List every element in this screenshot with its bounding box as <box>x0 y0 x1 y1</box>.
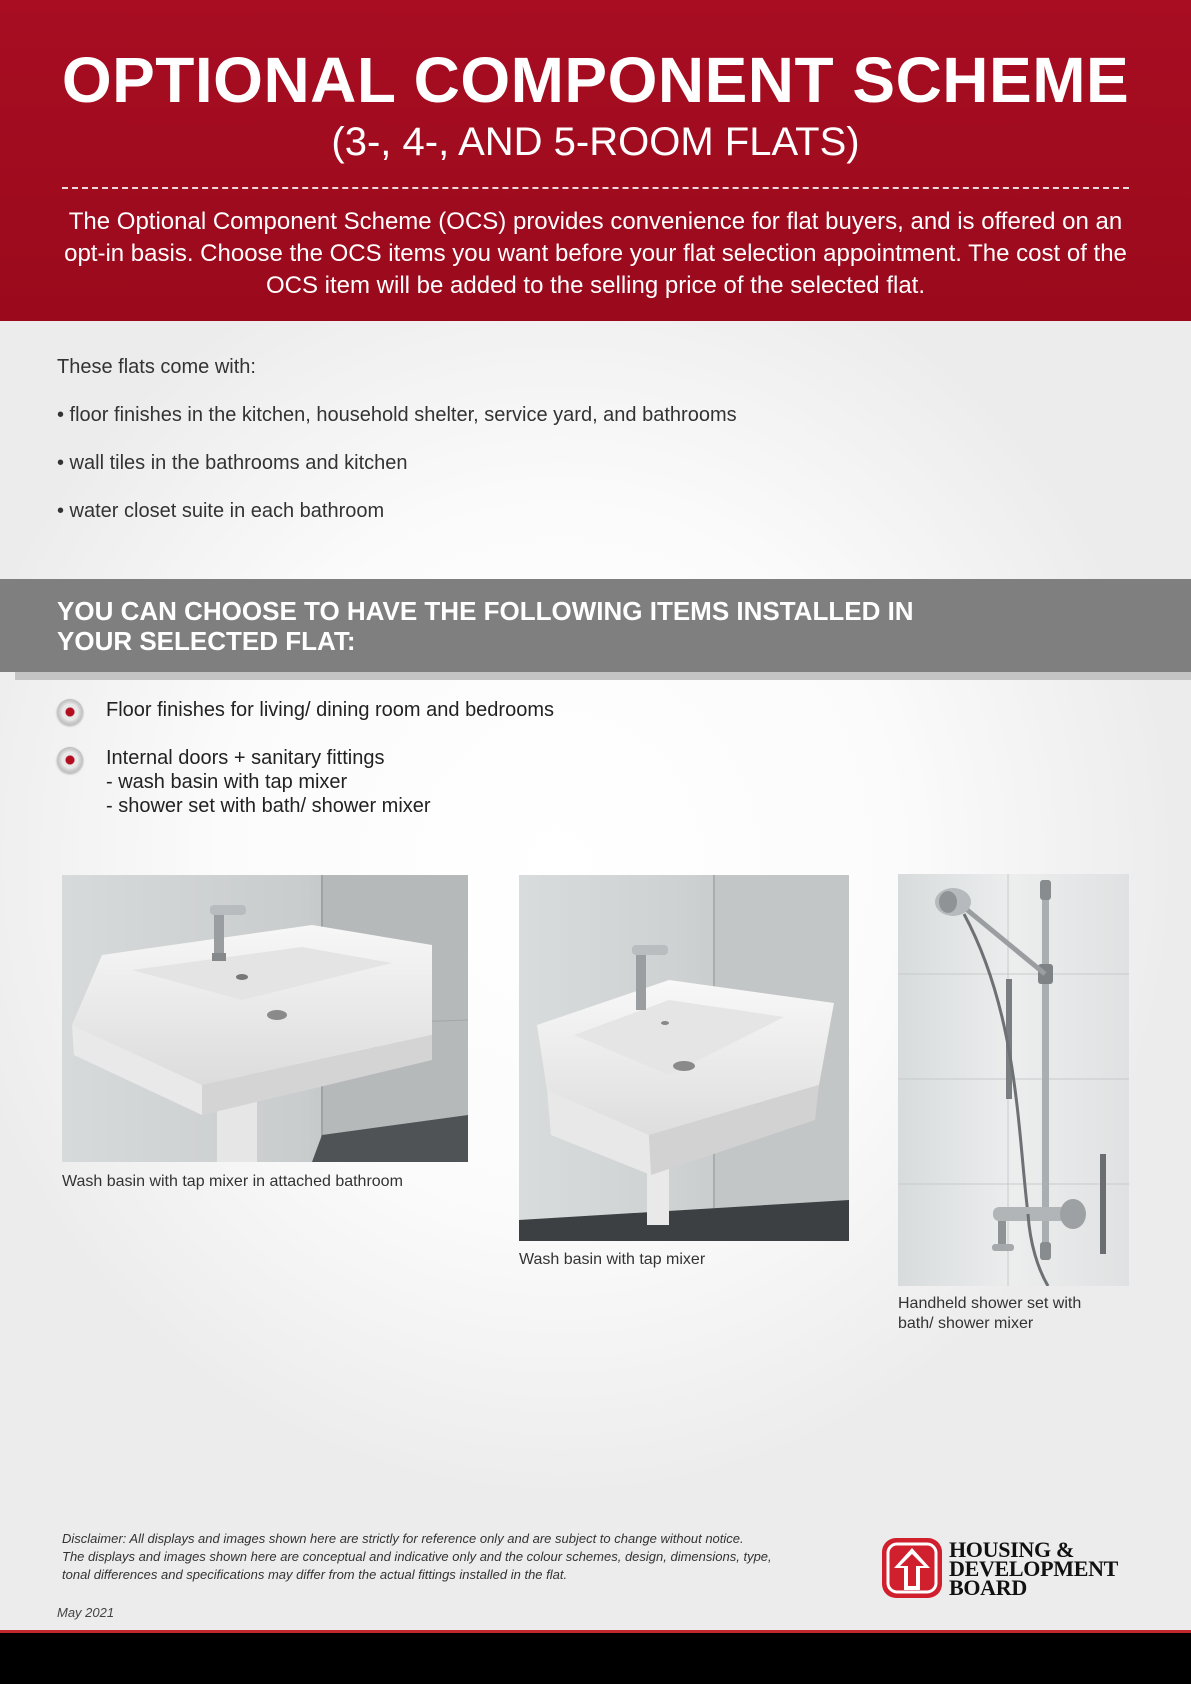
options-heading-line: YOUR SELECTED FLAT: <box>57 626 356 656</box>
option-line: Internal doors + sanitary fittings <box>106 747 385 769</box>
included-item: • water closet suite in each bathroom <box>57 500 385 522</box>
included-item: • wall tiles in the bathrooms and kitchen <box>57 452 408 474</box>
disclaimer-line: tonal differences and specifications may differ from the actual fittings installed in the flat. <box>62 1567 568 1582</box>
logo-line: BOARD <box>949 1575 1027 1600</box>
bullet-icon <box>57 747 83 773</box>
photo-wash-basin-attached <box>62 875 468 1162</box>
photo-wash-basin <box>519 875 849 1241</box>
intro-text: The Optional Component Scheme (OCS) provides convenience for flat buyers, and is offered on an opt-in basis. Choose the OCS items you want before your flat selection appointment. The cost of the OCS item will be added to the selling price of the selected flat. <box>64 208 1127 299</box>
bullet-icon <box>57 699 83 725</box>
option-line: - wash basin with tap mixer <box>106 771 348 793</box>
disclaimer-line: The displays and images shown here are conceptual and indicative only and the colour schemes, design, dimensions, type, <box>62 1549 772 1564</box>
page-subtitle: (3-, 4-, AND 5-ROOM FLATS) <box>331 120 860 164</box>
option-text: Floor finishes for living/ dining room and bedrooms <box>106 699 554 721</box>
option-item-floor-finishes <box>57 698 857 728</box>
header-banner <box>0 0 1191 321</box>
included-features <box>57 354 1057 546</box>
disclaimer <box>62 1530 852 1584</box>
caption-line: bath/ shower mixer <box>898 1315 1034 1332</box>
footer-black-bar <box>0 1633 1191 1684</box>
logo-line: DEVELOPMENT <box>949 1556 1119 1581</box>
photo-caption: Wash basin with tap mixer <box>519 1251 706 1268</box>
photo-shower-set <box>898 874 1129 1286</box>
caption-line: Handheld shower set with <box>898 1295 1082 1312</box>
photo-caption: Wash basin with tap mixer in attached bathroom <box>62 1173 403 1190</box>
logo-line: HOUSING & <box>949 1537 1075 1562</box>
hdb-logo-icon <box>880 1536 944 1600</box>
option-text <box>106 746 806 818</box>
included-item: • floor finishes in the kitchen, household shelter, service yard, and bathrooms <box>57 404 737 426</box>
publish-date: May 2021 <box>57 1605 115 1620</box>
option-item-doors-sanitary <box>57 746 857 822</box>
page-title: OPTIONAL COMPONENT SCHEME <box>61 44 1130 116</box>
banner-shadow <box>15 672 1191 680</box>
hdb-logo-text <box>949 1537 1119 1600</box>
included-heading: These flats come with: <box>57 356 256 378</box>
option-line: - shower set with bath/ shower mixer <box>106 795 431 817</box>
hdb-logo <box>880 1536 1140 1600</box>
dashed-divider <box>62 187 1129 189</box>
options-heading <box>57 596 1057 656</box>
options-banner <box>0 579 1191 672</box>
photo-caption <box>898 1294 1138 1334</box>
disclaimer-line: Disclaimer: All displays and images shown here are strictly for reference only and are subject to change without notice. <box>62 1531 744 1546</box>
options-heading-line: YOU CAN CHOOSE TO HAVE THE FOLLOWING ITEMS INSTALLED IN <box>57 596 914 626</box>
